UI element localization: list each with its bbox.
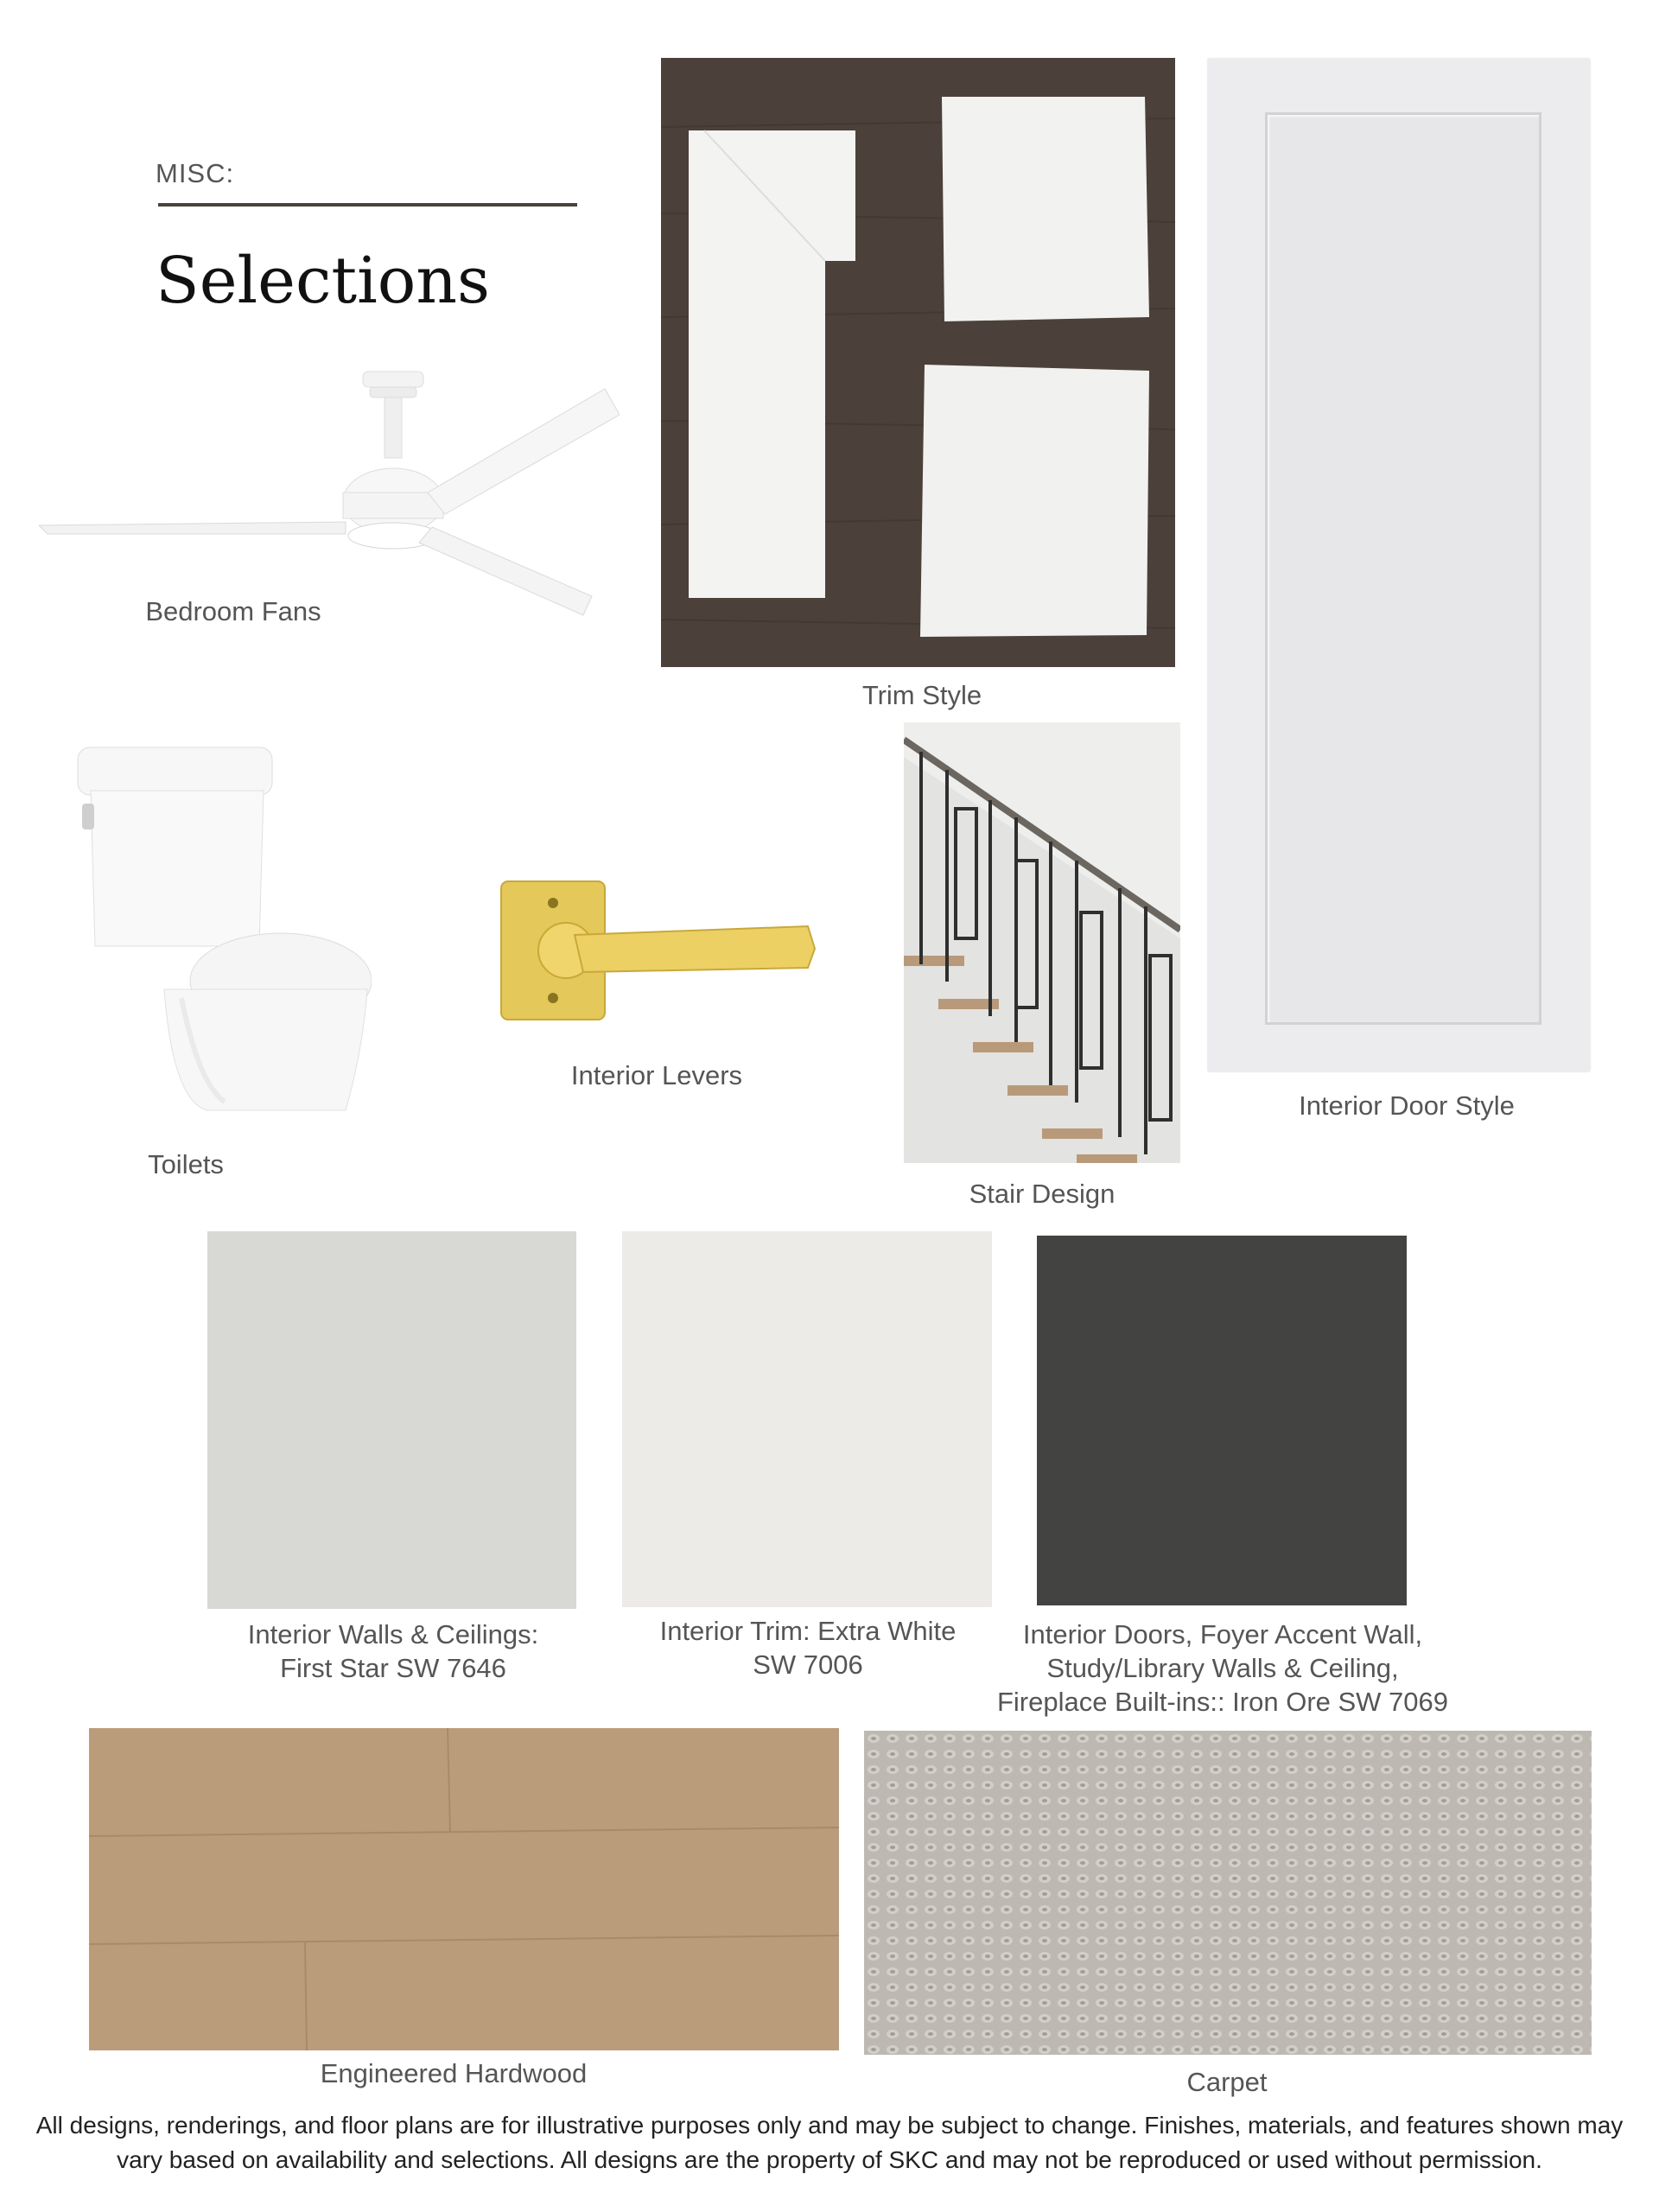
interior-levers-label: Interior Levers (570, 1060, 743, 1090)
misc-label: MISC: (156, 158, 235, 188)
interior-door-image (1208, 59, 1590, 1071)
paint-label-trim-line2: SW 7006 (753, 1649, 863, 1680)
swatch-iron-ore (1037, 1236, 1407, 1605)
stair-design-label: Stair Design (969, 1179, 1116, 1209)
paint-label-walls-line2: First Star SW 7646 (280, 1653, 506, 1683)
swatch-first-star (207, 1231, 576, 1609)
toilet-image (69, 739, 372, 1136)
disclaimer-line2: vary based on availability and selections. All designs are the property of SKC and may not be reproduced or used without permission. (117, 2146, 1542, 2173)
paint-label-walls-line1: Interior Walls & Ceilings: (247, 1619, 539, 1649)
page-title: Selections (156, 244, 490, 318)
carpet-label: Carpet (1186, 2067, 1268, 2097)
engineered-hardwood-label: Engineered Hardwood (320, 2058, 588, 2088)
interior-door-style-label: Interior Door Style (1299, 1090, 1515, 1121)
toilets-label: Toilets (148, 1149, 224, 1179)
paint-label-walls (186, 1618, 601, 1685)
trim-style-image (661, 58, 1175, 667)
header-divider (158, 203, 577, 207)
bedroom-fans-label: Bedroom Fans (145, 596, 321, 626)
paint-label-doors (959, 1618, 1486, 1719)
paint-label-trim-line1: Interior Trim: Extra White (659, 1616, 957, 1646)
disclaimer (0, 2108, 1659, 2177)
trim-style-label: Trim Style (861, 680, 982, 710)
carpet-sample (864, 1731, 1592, 2055)
stair-design-image (904, 722, 1180, 1163)
door-panel (1265, 112, 1541, 1025)
paint-label-doors-line2: Study/Library Walls & Ceiling, (1046, 1653, 1399, 1683)
swatch-extra-white (622, 1231, 992, 1607)
paint-label-doors-line3: Fireplace Built-ins:: Iron Ore SW 7069 (996, 1687, 1449, 1717)
interior-lever-image (497, 873, 817, 1028)
ceiling-fan-image (39, 363, 626, 622)
disclaimer-line1: All designs, renderings, and floor plans are for illustrative purposes only and may be subject to change. Finishes, materials, and features shown may (35, 2112, 1624, 2139)
paint-label-doors-line1: Interior Doors, Foyer Accent Wall, (1022, 1619, 1423, 1649)
engineered-hardwood-sample (89, 1728, 839, 2050)
paint-label-trim (601, 1614, 1015, 1681)
